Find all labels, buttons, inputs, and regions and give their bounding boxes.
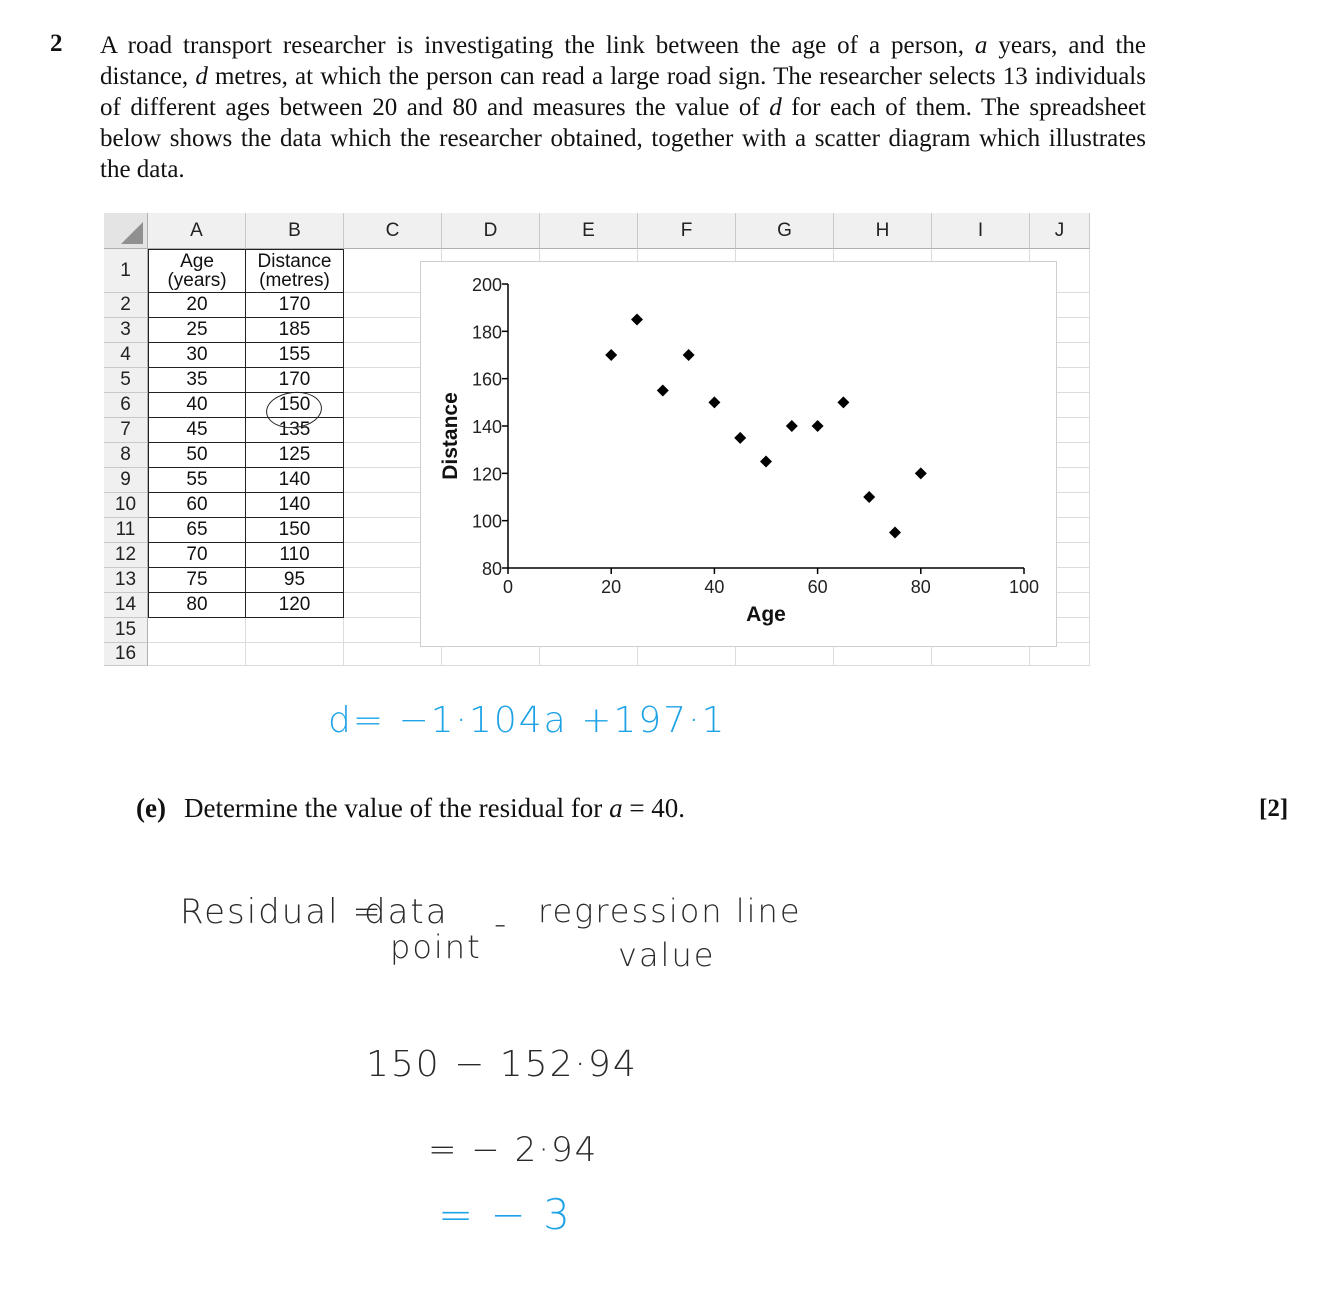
age-cell[interactable]: 40: [148, 393, 246, 418]
distance-cell[interactable]: 170: [246, 368, 344, 393]
column-header-f[interactable]: F: [638, 213, 736, 249]
marks-label: [2]: [1259, 795, 1289, 822]
column-header-h[interactable]: H: [834, 213, 932, 249]
distance-cell[interactable]: 155: [246, 343, 344, 368]
data-point: [915, 467, 927, 479]
row-header-10[interactable]: 10: [104, 493, 148, 518]
row-header-11[interactable]: 11: [104, 518, 148, 543]
x-tick-label: 40: [704, 577, 725, 597]
data-point: [734, 432, 746, 444]
distance-cell[interactable]: 135: [246, 418, 344, 443]
header-cell-distance-line: Distance: [257, 251, 332, 272]
row-header-16[interactable]: 16: [104, 643, 148, 666]
point-word: point: [390, 928, 482, 966]
age-cell[interactable]: 75: [148, 568, 246, 593]
row-header-7[interactable]: 7: [104, 418, 148, 443]
data-point: [683, 349, 695, 361]
column-header-c[interactable]: C: [344, 213, 442, 249]
question-intro: A road transport researcher is investigating the link between the age of a person, a years, and the distance, d metres, at which the person can read a large road sign. The researcher selects 13 individuals of different ages between 20 and 80 and measures the value of d for each of them. The spreadsheet below shows the data which the researcher obtained, together with a scatter diagram which illustrates the data.: [100, 32, 1147, 183]
distance-cell[interactable]: 110: [246, 543, 344, 568]
age-cell[interactable]: 65: [148, 518, 246, 543]
value-word: value: [618, 936, 716, 974]
age-cell[interactable]: 50: [148, 443, 246, 468]
header-cell-age-line: (years): [167, 270, 227, 291]
distance-cell[interactable]: 170: [246, 293, 344, 318]
data-point: [631, 314, 643, 326]
age-cell[interactable]: 25: [148, 318, 246, 343]
y-tick-label: 100: [471, 511, 502, 532]
data-word: data: [364, 892, 449, 932]
column-header-b[interactable]: B: [246, 213, 344, 249]
age-cell[interactable]: 20: [148, 293, 246, 318]
distance-cell[interactable]: 140: [246, 493, 344, 518]
row-header-13[interactable]: 13: [104, 568, 148, 593]
age-cell[interactable]: 30: [148, 343, 246, 368]
data-point: [605, 349, 617, 361]
column-header-i[interactable]: I: [932, 213, 1030, 249]
age-cell[interactable]: 60: [148, 493, 246, 518]
row-header-1[interactable]: 1: [104, 249, 148, 293]
row-header-3[interactable]: 3: [104, 318, 148, 343]
scatter-chart-svg: [421, 262, 1058, 648]
row-header-2[interactable]: 2: [104, 293, 148, 318]
distance-cell[interactable]: 95: [246, 568, 344, 593]
x-tick-label: 100: [1008, 577, 1040, 597]
x-axis-label: Age: [746, 603, 786, 626]
distance-cell[interactable]: 125: [246, 443, 344, 468]
y-tick-label: 80: [481, 559, 502, 579]
gridline-vertical: [1089, 249, 1090, 666]
distance-cell[interactable]: 185: [246, 318, 344, 343]
x-tick-label: 0: [502, 577, 514, 597]
y-tick-label: 160: [471, 369, 502, 390]
distance-cell[interactable]: 120: [246, 593, 344, 618]
y-tick-label: 200: [471, 275, 502, 295]
gridline-horizontal: [148, 665, 1090, 666]
regression-word: regression line: [538, 892, 802, 930]
distance-cell[interactable]: 150: [246, 393, 344, 418]
row-header-5[interactable]: 5: [104, 368, 148, 393]
data-point: [786, 420, 798, 432]
age-cell[interactable]: 80: [148, 593, 246, 618]
scatter-chart: [420, 261, 1057, 647]
header-cell-age-line: Age: [180, 251, 214, 272]
row-header-14[interactable]: 14: [104, 593, 148, 618]
row-header-12[interactable]: 12: [104, 543, 148, 568]
question-number: 2: [50, 30, 63, 57]
y-tick-label: 180: [471, 322, 502, 343]
row-header-9[interactable]: 9: [104, 468, 148, 493]
regression-equation: d= −1·104a +197·1: [328, 700, 727, 741]
final-answer: = − 3: [438, 1190, 572, 1239]
header-cell-distance[interactable]: [246, 249, 344, 293]
x-tick-label: 20: [601, 577, 622, 597]
minus-sign: -: [494, 904, 509, 944]
x-tick-label: 80: [910, 577, 931, 597]
data-point: [837, 396, 849, 408]
x-tick-label: 60: [807, 577, 828, 597]
y-tick-label: 120: [471, 464, 502, 485]
calc-line-1: 150 − 152·94: [366, 1044, 638, 1085]
column-header-g[interactable]: G: [736, 213, 834, 249]
distance-cell[interactable]: 150: [246, 518, 344, 543]
column-header-d[interactable]: D: [442, 213, 540, 249]
residual-label: Residual =: [180, 892, 383, 932]
age-cell[interactable]: 35: [148, 368, 246, 393]
data-point: [760, 456, 772, 468]
header-cell-distance-line: (metres): [259, 270, 330, 291]
select-all-corner[interactable]: [104, 213, 148, 249]
age-cell[interactable]: 70: [148, 543, 246, 568]
data-point: [708, 396, 720, 408]
data-point: [889, 527, 901, 539]
header-cell-age[interactable]: [148, 249, 246, 293]
column-header-j[interactable]: J: [1030, 213, 1090, 249]
data-point: [657, 385, 669, 397]
data-point: [863, 491, 875, 503]
column-header-e[interactable]: E: [540, 213, 638, 249]
row-header-8[interactable]: 8: [104, 443, 148, 468]
row-header-6[interactable]: 6: [104, 393, 148, 418]
row-header-15[interactable]: 15: [104, 618, 148, 643]
part-e-question: (e) Determine the value of the residual for a = 40.: [136, 793, 686, 823]
y-tick-label: 140: [471, 417, 502, 437]
y-axis-label: Distance: [439, 392, 462, 480]
age-cell[interactable]: 55: [148, 468, 246, 493]
calc-line-2: = − 2·94: [428, 1130, 599, 1170]
distance-cell[interactable]: 140: [246, 468, 344, 493]
row-header-4[interactable]: 4: [104, 343, 148, 368]
age-cell[interactable]: 45: [148, 418, 246, 443]
column-header-a[interactable]: A: [148, 213, 246, 249]
data-point: [812, 420, 824, 432]
